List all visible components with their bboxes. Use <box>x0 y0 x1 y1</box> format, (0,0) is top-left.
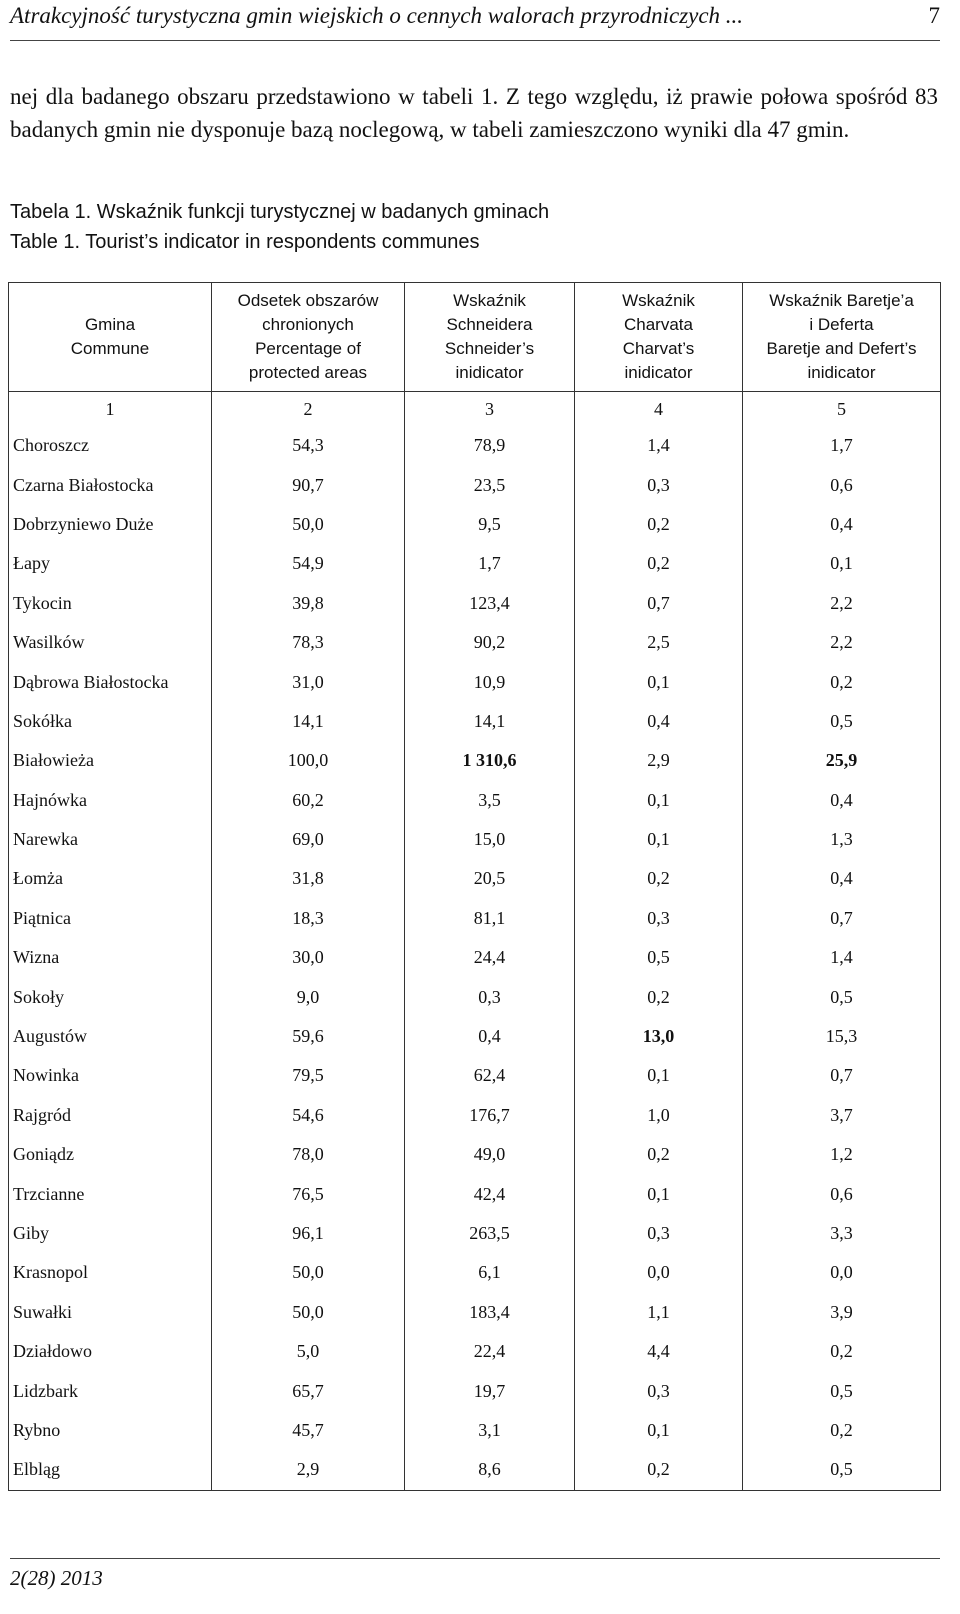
table-row <box>9 1135 941 1174</box>
table-cell: 23,5 <box>405 465 575 504</box>
table-cell: 0,4 <box>405 1017 575 1056</box>
table-cell: 15,3 <box>743 1017 941 1056</box>
table-cell: 0,3 <box>575 899 743 938</box>
table-cell: 3,5 <box>405 781 575 820</box>
table-row <box>9 465 941 504</box>
table-cell: 78,3 <box>212 623 405 662</box>
commune-name: Piątnica <box>9 899 212 938</box>
table-cell: 8,6 <box>405 1450 575 1490</box>
table-cell: 1,1 <box>575 1293 743 1332</box>
table-cell: 0,5 <box>575 938 743 977</box>
caption-pl: Tabela 1. Wskaźnik funkcji turystycznej w badanych gminach <box>10 201 550 223</box>
commune-name: Hajnówka <box>9 781 212 820</box>
table-cell: 2,9 <box>575 741 743 780</box>
table-cell: 1,4 <box>575 426 743 465</box>
header-text: Wskaźnik <box>622 291 695 310</box>
table-cell: 0,5 <box>743 702 941 741</box>
commune-name: Białowieża <box>9 741 212 780</box>
header-text: inidicator <box>455 363 524 382</box>
table-cell: 183,4 <box>405 1293 575 1332</box>
table-row <box>9 544 941 583</box>
table-row <box>9 584 941 623</box>
header-text: Wskaźnik Baretje’a <box>769 291 914 310</box>
header-text: Charvat’s <box>622 339 695 358</box>
running-title: Atrakcyjność turystyczna gmin wiejskich o cennych walorach przyrodniczych ... <box>10 3 744 28</box>
table-cell: 0,7 <box>743 1056 941 1095</box>
table-cell: 4,4 <box>575 1332 743 1371</box>
commune-name: Choroszcz <box>9 426 212 465</box>
table-body <box>9 392 941 1491</box>
table-cell: 22,4 <box>405 1332 575 1371</box>
table-cell: 24,4 <box>405 938 575 977</box>
table-cell: 2,5 <box>575 623 743 662</box>
table-cell: 3,7 <box>743 1096 941 1135</box>
footer-issue: 2(28) 2013 <box>10 1566 103 1590</box>
table-cell: 0,4 <box>743 859 941 898</box>
commune-name: Sokoły <box>9 977 212 1016</box>
table-cell: 31,0 <box>212 662 405 701</box>
running-header <box>10 0 940 41</box>
commune-name: Suwałki <box>9 1293 212 1332</box>
table-cell: 0,1 <box>575 1174 743 1213</box>
table-cell: 0,2 <box>743 1332 941 1371</box>
table-cell: 79,5 <box>212 1056 405 1095</box>
commune-name: Działdowo <box>9 1332 212 1371</box>
commune-name: Lidzbark <box>9 1371 212 1410</box>
table-cell: 0,1 <box>575 781 743 820</box>
commune-name: Wasilków <box>9 623 212 662</box>
commune-name: Trzcianne <box>9 1174 212 1213</box>
caption-en: Table 1. Tourist’s indicator in respondents communes <box>10 231 480 253</box>
header-baretje-defert <box>743 283 941 392</box>
header-text: Wskaźnik <box>453 291 526 310</box>
commune-name: Dąbrowa Białostocka <box>9 662 212 701</box>
table-cell: 42,4 <box>405 1174 575 1213</box>
header-text: Percentage of <box>255 339 361 358</box>
header-text: Charvata <box>624 315 693 334</box>
table-cell: 13,0 <box>575 1017 743 1056</box>
commune-name: Krasnopol <box>9 1253 212 1292</box>
table-cell: 18,3 <box>212 899 405 938</box>
intro-paragraph: nej dla badanego obszaru przedstawiono w tabeli 1. Z tego względu, iż prawie połowa spośród 83 badanych gmin nie dysponuje bazą noclegową, w tabeli zamieszczono wyniki dla 47 gmin. <box>10 84 938 142</box>
table-cell: 9,5 <box>405 505 575 544</box>
header-text: i Deferta <box>809 315 874 334</box>
table-cell: 0,0 <box>575 1253 743 1292</box>
table-cell: 96,1 <box>212 1214 405 1253</box>
table-cell: 100,0 <box>212 741 405 780</box>
table-cell: 0,2 <box>743 1411 941 1450</box>
footer-rule <box>10 1558 940 1559</box>
table-cell: 25,9 <box>743 741 941 780</box>
table-cell: 0,3 <box>405 977 575 1016</box>
table-cell: 1,0 <box>575 1096 743 1135</box>
table-row <box>9 1214 941 1253</box>
commune-name: Łomża <box>9 859 212 898</box>
header-text: Schneider’s <box>444 339 535 358</box>
table-row <box>9 938 941 977</box>
table-cell: 0,7 <box>575 584 743 623</box>
table-cell: 0,6 <box>743 465 941 504</box>
table-cell: 2,2 <box>743 584 941 623</box>
table-cell: 14,1 <box>405 702 575 741</box>
header-text: inidicator <box>624 363 693 382</box>
table-cell: 15,0 <box>405 820 575 859</box>
table-cell: 19,7 <box>405 1371 575 1410</box>
table-row <box>9 1253 941 1292</box>
commune-name: Nowinka <box>9 1056 212 1095</box>
table-row <box>9 1371 941 1410</box>
table-cell: 5,0 <box>212 1332 405 1371</box>
table-cell: 0,5 <box>743 1371 941 1410</box>
table-cell: 50,0 <box>212 1293 405 1332</box>
table-row <box>9 1450 941 1490</box>
header-charvat <box>575 283 743 392</box>
header-text: chronionych <box>262 315 354 334</box>
table-cell: 1,3 <box>743 820 941 859</box>
table-cell: 59,6 <box>212 1017 405 1056</box>
table-row <box>9 1411 941 1450</box>
table-cell: 0,0 <box>743 1253 941 1292</box>
table-cell: 49,0 <box>405 1135 575 1174</box>
table-cell: 3,3 <box>743 1214 941 1253</box>
table-row <box>9 1293 941 1332</box>
commune-name: Elbląg <box>9 1450 212 1490</box>
table-cell: 0,4 <box>743 781 941 820</box>
table-row <box>9 977 941 1016</box>
commune-name: Rybno <box>9 1411 212 1450</box>
table-cell: 0,1 <box>575 820 743 859</box>
table-row <box>9 1096 941 1135</box>
table-row <box>9 1017 941 1056</box>
table-row <box>9 859 941 898</box>
table-cell: 78,0 <box>212 1135 405 1174</box>
commune-name: Wizna <box>9 938 212 977</box>
table-cell: 0,4 <box>743 505 941 544</box>
table-row <box>9 1056 941 1095</box>
table-caption <box>10 197 549 257</box>
table-cell: 10,9 <box>405 662 575 701</box>
table-cell: 50,0 <box>212 505 405 544</box>
commune-name: Łapy <box>9 544 212 583</box>
table-cell: 0,2 <box>575 859 743 898</box>
header-text: Odsetek obszarów <box>237 291 379 310</box>
table-cell: 54,3 <box>212 426 405 465</box>
header-text: Gmina <box>84 315 136 334</box>
table-cell: 0,2 <box>743 662 941 701</box>
header-text: Baretje and Defert’s <box>766 339 917 358</box>
table-row <box>9 781 941 820</box>
table-cell: 0,1 <box>575 1411 743 1450</box>
table-cell: 1,4 <box>743 938 941 977</box>
table-cell: 65,7 <box>212 1371 405 1410</box>
table-cell: 60,2 <box>212 781 405 820</box>
table-cell: 62,4 <box>405 1056 575 1095</box>
table-cell: 50,0 <box>212 1253 405 1292</box>
table-cell: 2,2 <box>743 623 941 662</box>
table-row <box>9 662 941 701</box>
table-cell: 0,2 <box>575 1135 743 1174</box>
table-cell: 0,3 <box>575 465 743 504</box>
table-cell: 0,7 <box>743 899 941 938</box>
commune-name: Dobrzyniewo Duże <box>9 505 212 544</box>
column-number: 2 <box>212 392 405 427</box>
table-cell: 3,1 <box>405 1411 575 1450</box>
commune-name: Czarna Białostocka <box>9 465 212 504</box>
header-text: inidicator <box>807 363 876 382</box>
table-cell: 0,5 <box>743 1450 941 1490</box>
table-row <box>9 426 941 465</box>
table-cell: 0,3 <box>575 1371 743 1410</box>
table-cell: 0,6 <box>743 1174 941 1213</box>
table-row <box>9 820 941 859</box>
table-cell: 1,7 <box>405 544 575 583</box>
header-row <box>9 283 941 392</box>
table-cell: 1 310,6 <box>405 741 575 780</box>
table-cell: 0,2 <box>575 1450 743 1490</box>
header-commune <box>9 283 212 392</box>
commune-name: Giby <box>9 1214 212 1253</box>
table-row <box>9 899 941 938</box>
table-cell: 14,1 <box>212 702 405 741</box>
table-cell: 76,5 <box>212 1174 405 1213</box>
table-cell: 1,2 <box>743 1135 941 1174</box>
table-cell: 0,4 <box>575 702 743 741</box>
table-cell: 3,9 <box>743 1293 941 1332</box>
header-text: Schneidera <box>446 315 533 334</box>
table-cell: 0,1 <box>575 1056 743 1095</box>
column-number-row <box>9 392 941 427</box>
table-row <box>9 505 941 544</box>
column-number: 3 <box>405 392 575 427</box>
table-cell: 20,5 <box>405 859 575 898</box>
table-cell: 2,9 <box>212 1450 405 1490</box>
table-cell: 6,1 <box>405 1253 575 1292</box>
header-schneider <box>405 283 575 392</box>
table-cell: 0,5 <box>743 977 941 1016</box>
table-cell: 9,0 <box>212 977 405 1016</box>
page-number: 7 <box>928 3 940 28</box>
table-cell: 0,2 <box>575 505 743 544</box>
table-cell: 90,2 <box>405 623 575 662</box>
table-cell: 39,8 <box>212 584 405 623</box>
table-cell: 0,1 <box>743 544 941 583</box>
table-cell: 54,9 <box>212 544 405 583</box>
commune-name: Sokółka <box>9 702 212 741</box>
column-number: 1 <box>9 392 212 427</box>
table-cell: 90,7 <box>212 465 405 504</box>
table-cell: 0,1 <box>575 662 743 701</box>
column-number: 5 <box>743 392 941 427</box>
table-row <box>9 1174 941 1213</box>
table-cell: 0,2 <box>575 977 743 1016</box>
indicator-table <box>8 282 941 1491</box>
table-cell: 1,7 <box>743 426 941 465</box>
table-cell: 54,6 <box>212 1096 405 1135</box>
table-cell: 30,0 <box>212 938 405 977</box>
commune-name: Narewka <box>9 820 212 859</box>
commune-name: Rajgród <box>9 1096 212 1135</box>
table-cell: 31,8 <box>212 859 405 898</box>
commune-name: Tykocin <box>9 584 212 623</box>
commune-name: Augustów <box>9 1017 212 1056</box>
table-row <box>9 623 941 662</box>
table-row <box>9 741 941 780</box>
table-cell: 45,7 <box>212 1411 405 1450</box>
table-row <box>9 1332 941 1371</box>
header-text: protected areas <box>248 363 368 382</box>
header-protected-areas <box>212 283 405 392</box>
table-cell: 123,4 <box>405 584 575 623</box>
commune-name: Goniądz <box>9 1135 212 1174</box>
table-cell: 69,0 <box>212 820 405 859</box>
table-cell: 0,3 <box>575 1214 743 1253</box>
column-number: 4 <box>575 392 743 427</box>
table-cell: 263,5 <box>405 1214 575 1253</box>
table-row <box>9 702 941 741</box>
table-cell: 78,9 <box>405 426 575 465</box>
table-cell: 0,2 <box>575 544 743 583</box>
table-cell: 81,1 <box>405 899 575 938</box>
header-text: Commune <box>70 339 150 358</box>
table-cell: 176,7 <box>405 1096 575 1135</box>
